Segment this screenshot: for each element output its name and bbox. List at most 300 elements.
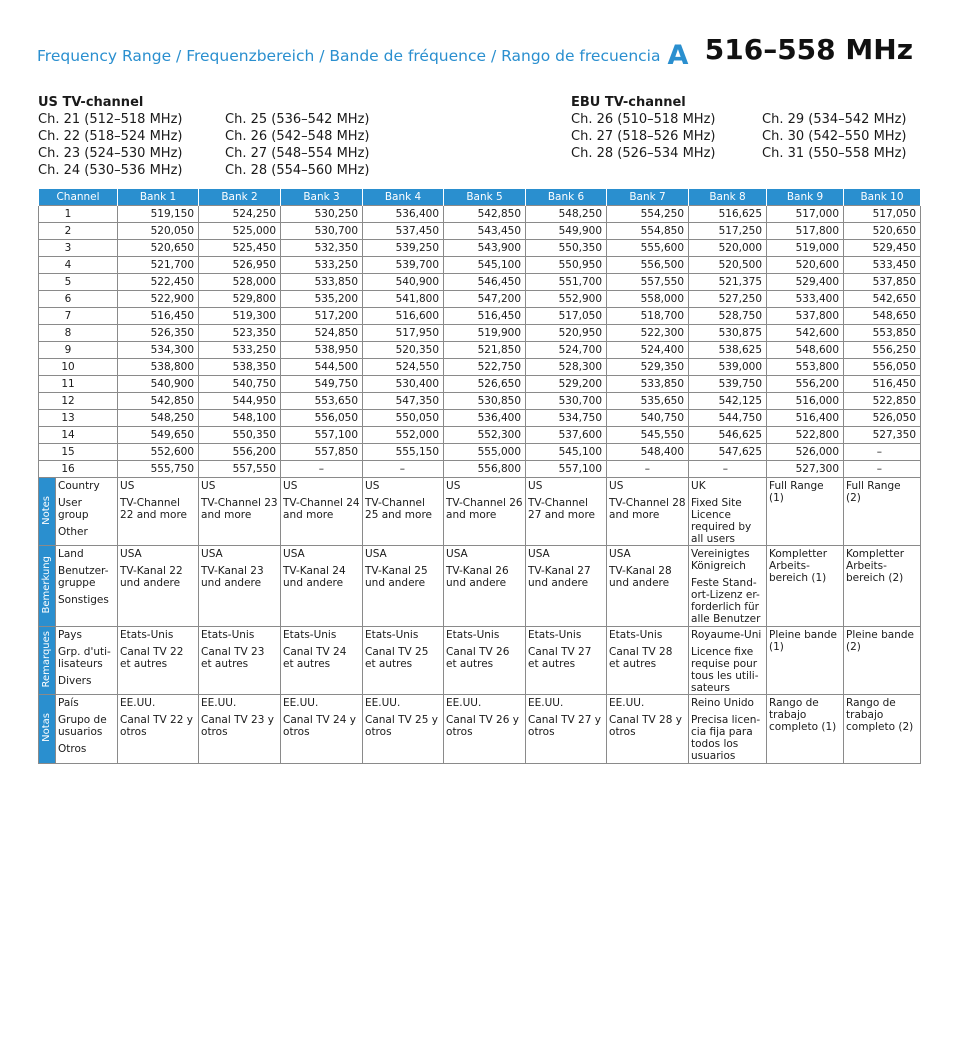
frequency-cell: 549,750: [281, 376, 363, 393]
notes-language-text: Bemerkung: [41, 555, 52, 614]
frequency-cell: 528,000: [199, 274, 281, 291]
table-header-row: [39, 189, 921, 206]
frequency-cell: 558,000: [607, 291, 689, 308]
channel-number: 12: [39, 393, 118, 410]
notes-cell-text: USA: [609, 548, 631, 560]
frequency-cell: 557,100: [281, 427, 363, 444]
frequency-cell: 517,000: [767, 206, 844, 223]
notes-cell: [363, 627, 444, 695]
frequency-cell: 549,900: [526, 223, 607, 240]
header-bank: Bank 8: [689, 189, 767, 206]
notes-cell-text: Rango de trabajo completo (1): [769, 697, 837, 733]
frequency-cell: 524,550: [363, 359, 444, 376]
notes-cell: [199, 627, 281, 695]
notes-cell-text: Kompletter Arbeits-bereich (1): [769, 548, 828, 584]
notes-cell-text: TV-Channel 22 and more: [120, 497, 188, 521]
notes-cell-text: TV-Kanal 25 und andere: [365, 565, 428, 589]
frequency-cell: 516,450: [444, 308, 526, 325]
notes-cell-text: Etats-Unis: [609, 629, 663, 641]
table-row: [39, 325, 921, 342]
frequency-cell: 517,800: [767, 223, 844, 240]
frequency-cell: 527,300: [767, 461, 844, 478]
notes-cell-text: USA: [446, 548, 468, 560]
channel-item: Ch. 23 (524–530 MHz): [38, 146, 183, 161]
notes-label: Land: [58, 548, 84, 560]
frequency-cell: 537,450: [363, 223, 444, 240]
frequency-cell: 536,400: [444, 410, 526, 427]
frequency-cell: 548,250: [118, 410, 199, 427]
ebu-channel-list: [571, 94, 906, 162]
notes-cell-text: Canal TV 23 y otros: [201, 714, 274, 738]
table-row: [39, 206, 921, 223]
frequency-cell: 519,900: [444, 325, 526, 342]
notes-row: [39, 546, 921, 627]
frequency-cell: 535,200: [281, 291, 363, 308]
table-row: [39, 274, 921, 291]
header-bank: Bank 2: [199, 189, 281, 206]
frequency-cell: 555,750: [118, 461, 199, 478]
title-text: Frequency Range / Frequenzbereich / Bande de fréquence / Rango de frecuencia: [37, 47, 661, 65]
range-letter: A: [667, 40, 689, 71]
frequency-cell: 549,650: [118, 427, 199, 444]
notes-cell-text: TV-Kanal 22 und andere: [120, 565, 183, 589]
frequency-cell: –: [689, 461, 767, 478]
channel-item: Ch. 28 (554–560 MHz): [225, 163, 370, 178]
frequency-cell: 517,250: [689, 223, 767, 240]
frequency-cell: 517,200: [281, 308, 363, 325]
notes-row: [39, 695, 921, 764]
notes-cell-text: Canal TV 25 y otros: [365, 714, 438, 738]
notes-cell-text: TV-Kanal 23 und andere: [201, 565, 264, 589]
frequency-cell: 544,950: [199, 393, 281, 410]
frequency-cell: 539,750: [689, 376, 767, 393]
frequency-cell: 539,000: [689, 359, 767, 376]
notes-row: [39, 627, 921, 695]
frequency-cell: 529,450: [844, 240, 921, 257]
frequency-cell: 556,200: [767, 376, 844, 393]
frequency-cell: 553,800: [767, 359, 844, 376]
notes-cell-text: US: [201, 480, 216, 492]
channel-number: 2: [39, 223, 118, 240]
table-row: [39, 393, 921, 410]
notes-cell: [118, 695, 199, 764]
frequency-cell: 533,250: [281, 257, 363, 274]
frequency-cell: 520,650: [844, 223, 921, 240]
notes-language-label: [39, 695, 56, 764]
frequency-cell: 517,050: [844, 206, 921, 223]
frequency-cell: 521,850: [444, 342, 526, 359]
frequency-cell: 539,250: [363, 240, 444, 257]
frequency-cell: 516,600: [363, 308, 444, 325]
notes-language-text: Notas: [41, 713, 52, 742]
notes-cell-text: TV-Channel 23 and more: [201, 497, 278, 521]
frequency-cell: 526,650: [444, 376, 526, 393]
ebu-channel-col-2: [762, 111, 906, 162]
notes-cell: [118, 478, 199, 546]
notes-cell: [281, 695, 363, 764]
notes-cell-text: Licence fixe requise pour tous les utili-sateurs: [691, 646, 759, 694]
frequency-cell: 551,700: [526, 274, 607, 291]
notes-cell: [526, 695, 607, 764]
header-bank: Bank 3: [281, 189, 363, 206]
notes-cell-text: Canal TV 26 et autres: [446, 646, 510, 670]
page-title: [37, 40, 688, 71]
frequency-cell: 522,750: [444, 359, 526, 376]
notes-label: Country: [58, 480, 100, 492]
notes-cell: [689, 478, 767, 546]
frequency-cell: 521,700: [118, 257, 199, 274]
frequency-cell: 538,625: [689, 342, 767, 359]
notes-cell: [444, 546, 526, 627]
frequency-cell: 542,650: [844, 291, 921, 308]
frequency-cell: 530,850: [444, 393, 526, 410]
us-channel-list: [38, 94, 369, 179]
notes-cell-text: Etats-Unis: [120, 629, 174, 641]
frequency-cell: 535,650: [607, 393, 689, 410]
frequency-cell: 557,550: [607, 274, 689, 291]
frequency-cell: 540,900: [363, 274, 444, 291]
frequency-cell: 545,100: [444, 257, 526, 274]
frequency-cell: 522,450: [118, 274, 199, 291]
frequency-cell: 530,700: [526, 393, 607, 410]
frequency-cell: 547,350: [363, 393, 444, 410]
notes-labels: [56, 695, 118, 764]
channel-item: Ch. 25 (536–542 MHz): [225, 112, 370, 127]
frequency-cell: 542,125: [689, 393, 767, 410]
channel-item: Ch. 22 (518–524 MHz): [38, 129, 183, 144]
notes-cell-text: Full Range (2): [846, 480, 901, 504]
notes-cell-text: US: [120, 480, 135, 492]
frequency-cell: 534,300: [118, 342, 199, 359]
channel-number: 11: [39, 376, 118, 393]
frequency-cell: 542,600: [767, 325, 844, 342]
channel-item: Ch. 26 (510–518 MHz): [571, 112, 716, 127]
notes-cell-text: Canal TV 24 et autres: [283, 646, 347, 670]
notes-row: [39, 478, 921, 546]
frequency-cell: 544,500: [281, 359, 363, 376]
frequency-cell: 533,400: [767, 291, 844, 308]
notes-cell-text: Canal TV 27 et autres: [528, 646, 592, 670]
frequency-cell: 519,000: [767, 240, 844, 257]
channel-number: 5: [39, 274, 118, 291]
notes-cell-text: Royaume-Uni: [691, 629, 762, 641]
frequency-cell: 556,250: [844, 342, 921, 359]
frequency-cell: 533,450: [844, 257, 921, 274]
notes-cell-text: Kompletter Arbeits-bereich (2): [846, 548, 905, 584]
notes-cell-text: Etats-Unis: [528, 629, 582, 641]
frequency-cell: 530,250: [281, 206, 363, 223]
notes-cell-text: Pleine bande (2): [846, 629, 914, 653]
frequency-range: 516–558 MHz: [704, 33, 913, 66]
notes-cell-text: USA: [201, 548, 223, 560]
notes-cell: [118, 627, 199, 695]
notes-label: Other: [58, 526, 88, 538]
frequency-cell: 552,900: [526, 291, 607, 308]
frequency-cell: 522,850: [844, 393, 921, 410]
notes-cell-text: TV-Kanal 24 und andere: [283, 565, 346, 589]
notes-cell: [444, 627, 526, 695]
frequency-cell: 543,900: [444, 240, 526, 257]
frequency-cell: 522,900: [118, 291, 199, 308]
notes-cell-text: Fixed Site Licence required by all users: [691, 497, 752, 545]
notes-cell-text: Rango de trabajo completo (2): [846, 697, 914, 733]
channel-item: Ch. 29 (534–542 MHz): [762, 112, 907, 127]
notes-cell: [199, 478, 281, 546]
channel-number: 6: [39, 291, 118, 308]
frequency-cell: 526,050: [844, 410, 921, 427]
notes-cell-text: EE.UU.: [446, 697, 482, 709]
frequency-cell: 517,050: [526, 308, 607, 325]
frequency-cell: 526,350: [118, 325, 199, 342]
notes-cell: [689, 695, 767, 764]
notes-cell: [199, 546, 281, 627]
header-bank: Bank 5: [444, 189, 526, 206]
notes-language-text: Notes: [41, 495, 52, 525]
frequency-cell: 548,100: [199, 410, 281, 427]
frequency-cell: 555,150: [363, 444, 444, 461]
notes-cell-text: Canal TV 27 y otros: [528, 714, 601, 738]
frequency-cell: 554,850: [607, 223, 689, 240]
notes-cell-text: Canal TV 25 et autres: [365, 646, 429, 670]
header-channel: Channel: [39, 189, 118, 206]
notes-label: Grp. d'uti-lisateurs: [58, 646, 111, 670]
frequency-cell: 556,200: [199, 444, 281, 461]
frequency-cell: 522,800: [767, 427, 844, 444]
notes-cell: [526, 478, 607, 546]
notes-cell-text: TV-Kanal 27 und andere: [528, 565, 591, 589]
frequency-cell: 536,400: [363, 206, 444, 223]
frequency-cell: 524,250: [199, 206, 281, 223]
frequency-cell: 528,300: [526, 359, 607, 376]
notes-cell-text: Canal TV 22 y otros: [120, 714, 193, 738]
frequency-cell: 532,350: [281, 240, 363, 257]
notes-cell-text: US: [446, 480, 461, 492]
notes-cell: [118, 546, 199, 627]
notes-cell-text: EE.UU.: [609, 697, 645, 709]
notes-cell: [844, 478, 921, 546]
notes-cell: [767, 695, 844, 764]
frequency-cell: –: [844, 461, 921, 478]
notes-cell-text: TV-Channel 26 and more: [446, 497, 523, 521]
notes-cell: [844, 695, 921, 764]
frequency-cell: 538,950: [281, 342, 363, 359]
frequency-cell: 529,200: [526, 376, 607, 393]
notes-cell: [767, 627, 844, 695]
table-row: [39, 410, 921, 427]
notes-cell: [607, 627, 689, 695]
notes-labels: [56, 627, 118, 695]
frequency-cell: 527,350: [844, 427, 921, 444]
frequency-cell: 521,375: [689, 274, 767, 291]
table-row: [39, 376, 921, 393]
notes-cell-text: Canal TV 23 et autres: [201, 646, 265, 670]
header-bank: Bank 7: [607, 189, 689, 206]
notes-cell-text: TV-Channel 27 and more: [528, 497, 596, 521]
frequency-cell: 524,400: [607, 342, 689, 359]
notes-label: Grupo de usuarios: [58, 714, 107, 738]
frequency-cell: 533,850: [607, 376, 689, 393]
notes-cell: [689, 627, 767, 695]
channel-number: 4: [39, 257, 118, 274]
notes-cell: [281, 627, 363, 695]
notes-cell-text: TV-Channel 24 and more: [283, 497, 360, 521]
frequency-cell: 550,950: [526, 257, 607, 274]
notes-cell-text: EE.UU.: [528, 697, 564, 709]
frequency-cell: 557,850: [281, 444, 363, 461]
frequency-cell: 525,450: [199, 240, 281, 257]
frequency-cell: 530,400: [363, 376, 444, 393]
frequency-cell: 548,650: [844, 308, 921, 325]
channel-number: 14: [39, 427, 118, 444]
frequency-cell: 529,800: [199, 291, 281, 308]
notes-cell: [767, 546, 844, 627]
frequency-cell: 545,100: [526, 444, 607, 461]
notes-language-label: [39, 546, 56, 627]
table-row: [39, 240, 921, 257]
frequency-cell: 553,650: [281, 393, 363, 410]
header-bank: Bank 9: [767, 189, 844, 206]
notes-cell-text: TV-Channel 25 and more: [365, 497, 433, 521]
notes-cell: [363, 478, 444, 546]
table-row: [39, 427, 921, 444]
frequency-cell: 556,050: [281, 410, 363, 427]
notes-cell: [526, 627, 607, 695]
frequency-cell: 522,300: [607, 325, 689, 342]
notes-cell-text: Etats-Unis: [365, 629, 419, 641]
frequency-cell: 519,300: [199, 308, 281, 325]
frequency-cell: 537,800: [767, 308, 844, 325]
frequency-cell: 519,150: [118, 206, 199, 223]
channel-item: Ch. 27 (518–526 MHz): [571, 129, 716, 144]
frequency-cell: 516,450: [118, 308, 199, 325]
table-row: [39, 291, 921, 308]
frequency-cell: 544,750: [689, 410, 767, 427]
notes-cell-text: Etats-Unis: [446, 629, 500, 641]
frequency-cell: –: [607, 461, 689, 478]
frequency-cell: 520,600: [767, 257, 844, 274]
notes-cell-text: UK: [691, 480, 706, 492]
notes-cell-text: USA: [120, 548, 142, 560]
notes-language-label: [39, 478, 56, 546]
frequency-cell: 538,800: [118, 359, 199, 376]
notes-cell-text: Canal TV 28 et autres: [609, 646, 673, 670]
table-row: [39, 223, 921, 240]
frequency-cell: 523,350: [199, 325, 281, 342]
notes-cell-text: Feste Stand-ort-Lizenz er-forderlich für alle Benutzer: [691, 577, 761, 625]
notes-cell: [607, 478, 689, 546]
notes-label: Pays: [58, 629, 82, 641]
frequency-cell: 552,300: [444, 427, 526, 444]
notes-cell: [199, 695, 281, 764]
notes-cell: [363, 546, 444, 627]
notes-cell: [607, 695, 689, 764]
notes-cell: [844, 546, 921, 627]
frequency-cell: 543,450: [444, 223, 526, 240]
frequency-cell: 529,400: [767, 274, 844, 291]
header-bank: Bank 6: [526, 189, 607, 206]
notes-cell-text: TV-Kanal 26 und andere: [446, 565, 509, 589]
channel-number: 3: [39, 240, 118, 257]
channel-item: Ch. 24 (530–536 MHz): [38, 163, 183, 178]
notes-cell-text: US: [609, 480, 624, 492]
notes-cell-text: Etats-Unis: [201, 629, 255, 641]
frequency-cell: 556,500: [607, 257, 689, 274]
notes-label: País: [58, 697, 79, 709]
frequency-cell: 526,000: [767, 444, 844, 461]
notes-cell-text: TV-Channel 28 and more: [609, 497, 686, 521]
frequency-cell: 556,050: [844, 359, 921, 376]
notes-cell-text: US: [365, 480, 380, 492]
header-bank: Bank 4: [363, 189, 444, 206]
frequency-cell: 548,600: [767, 342, 844, 359]
notes-cell-text: USA: [365, 548, 387, 560]
channel-number: 16: [39, 461, 118, 478]
frequency-cell: 542,850: [118, 393, 199, 410]
notes-cell-text: Full Range (1): [769, 480, 824, 504]
notes-cell-text: USA: [283, 548, 305, 560]
frequency-cell: 520,350: [363, 342, 444, 359]
frequency-cell: 537,600: [526, 427, 607, 444]
notes-cell-text: Vereinigtes Königreich: [691, 548, 750, 572]
frequency-cell: 520,500: [689, 257, 767, 274]
frequency-cell: 547,625: [689, 444, 767, 461]
frequency-cell: 548,400: [607, 444, 689, 461]
channel-number: 15: [39, 444, 118, 461]
frequency-cell: 554,250: [607, 206, 689, 223]
frequency-cell: 516,625: [689, 206, 767, 223]
channel-number: 9: [39, 342, 118, 359]
notes-cell-text: Reino Unido: [691, 697, 754, 709]
notes-cell-text: EE.UU.: [365, 697, 401, 709]
notes-cell-text: Canal TV 24 y otros: [283, 714, 356, 738]
frequency-cell: 533,250: [199, 342, 281, 359]
frequency-cell: 539,700: [363, 257, 444, 274]
frequency-cell: 516,400: [767, 410, 844, 427]
table-row: [39, 359, 921, 376]
us-channel-title: US TV-channel: [38, 95, 144, 110]
frequency-cell: 553,850: [844, 325, 921, 342]
channel-item: Ch. 27 (548–554 MHz): [225, 146, 370, 161]
frequency-cell: 546,450: [444, 274, 526, 291]
notes-cell-text: EE.UU.: [283, 697, 319, 709]
frequency-cell: 552,600: [118, 444, 199, 461]
channel-item: Ch. 28 (526–534 MHz): [571, 146, 716, 161]
frequency-cell: 527,250: [689, 291, 767, 308]
frequency-cell: 556,800: [444, 461, 526, 478]
channel-item: Ch. 30 (542–550 MHz): [762, 129, 907, 144]
notes-cell-text: US: [528, 480, 543, 492]
ebu-channel-title: EBU TV-channel: [571, 95, 686, 110]
notes-cell: [607, 546, 689, 627]
channel-number: 13: [39, 410, 118, 427]
frequency-cell: 516,450: [844, 376, 921, 393]
us-channel-col-2: [225, 111, 369, 179]
notes-labels: [56, 478, 118, 546]
frequency-cell: 545,550: [607, 427, 689, 444]
notes-label: User group: [58, 497, 89, 521]
notes-cell: [444, 695, 526, 764]
frequency-cell: 520,050: [118, 223, 199, 240]
frequency-cell: 530,700: [281, 223, 363, 240]
frequency-cell: 529,350: [607, 359, 689, 376]
channel-number: 1: [39, 206, 118, 223]
notes-cell: [281, 478, 363, 546]
frequency-cell: 540,750: [607, 410, 689, 427]
table-row: [39, 308, 921, 325]
frequency-cell: 541,800: [363, 291, 444, 308]
frequency-cell: 528,750: [689, 308, 767, 325]
frequency-cell: 550,350: [199, 427, 281, 444]
